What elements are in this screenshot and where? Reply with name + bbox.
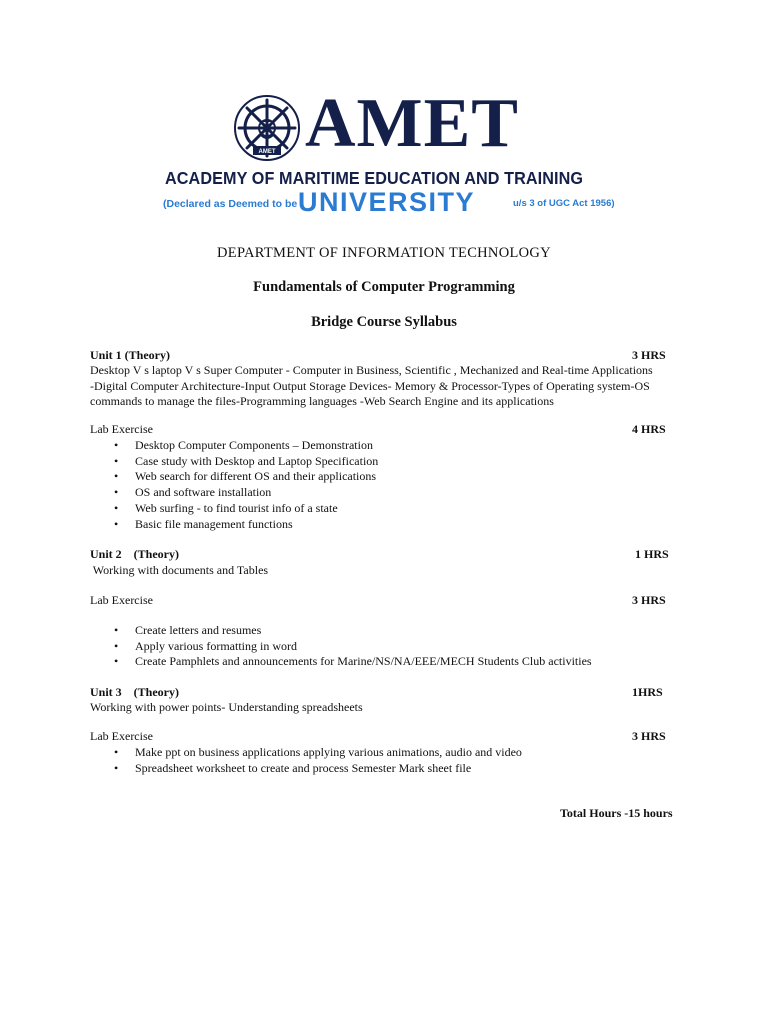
university-word: UNIVERSITY: [298, 187, 476, 217]
unit1-description: [90, 363, 690, 410]
university-status: [163, 187, 623, 220]
unit1-desc-line: -Digital Computer Architecture-Input Output Storage Devices- Memory & Processor-Types of Operating system-OS: [90, 378, 650, 393]
amet-logo: [155, 85, 615, 224]
unit3-hours: 1HRS: [632, 685, 663, 699]
list-item: • Case study with Desktop and Laptop Specification: [110, 454, 378, 470]
unit2-description: Working with documents and Tables: [90, 563, 269, 577]
list-item: • Create letters and resumes: [110, 623, 592, 639]
unit1-lab-label: Lab Exercise: [90, 422, 153, 436]
unit3-title: Unit 3 (Theory): [90, 685, 179, 699]
total-hours: Total Hours -15 hours: [560, 806, 673, 820]
list-item: • Desktop Computer Components – Demonstration: [110, 438, 378, 454]
syllabus-title: Bridge Course Syllabus: [311, 314, 457, 330]
department-title: DEPARTMENT OF INFORMATION TECHNOLOGY: [217, 245, 551, 261]
list-item: • Make ppt on business applications applying various animations, audio and video: [110, 745, 522, 761]
declared-text: (Declared as Deemed to be: [163, 198, 298, 210]
unit2-lab-label: Lab Exercise: [90, 593, 153, 607]
unit2-title: Unit 2 (Theory): [90, 547, 179, 561]
unit3-lab-hours: 3 HRS: [632, 729, 666, 743]
list-item: • Basic file management functions: [110, 517, 378, 533]
list-item: • Web surfing - to find tourist info of a state: [110, 501, 378, 517]
unit2-lab-list: [110, 623, 592, 670]
institution-full-name: ACADEMY OF MARITIME EDUCATION AND TRAINING: [165, 168, 584, 188]
unit1-hours: 3 HRS: [632, 348, 666, 362]
unit3-lab-label: Lab Exercise: [90, 729, 153, 743]
unit1-lab-hours: 4 HRS: [632, 422, 666, 436]
seal-label: AMET: [258, 149, 276, 155]
unit1-desc-line: Desktop V s laptop V s Super Computer - Computer in Business, Scientific , Mechanized and Real-time Applications: [90, 363, 653, 377]
ship-wheel-seal-icon: [233, 94, 301, 162]
ugc-act-text: u/s 3 of UGC Act 1956): [513, 198, 615, 209]
unit1-title: Unit 1 (Theory): [90, 348, 170, 362]
unit3-description: Working with power points- Understanding spreadsheets: [90, 700, 363, 714]
unit3-lab-list: [110, 745, 522, 776]
unit1-desc-line: commands to manage the files-Programming languages -Web Search Engine and its applications: [90, 394, 554, 408]
list-item: • OS and software installation: [110, 485, 378, 501]
unit1-lab-list: [110, 438, 378, 532]
list-item: • Create Pamphlets and announcements for Marine/NS/NA/EEE/MECH Students Club activities: [110, 654, 592, 670]
list-item: • Apply various formatting in word: [110, 639, 592, 655]
list-item: • Spreadsheet worksheet to create and process Semester Mark sheet file: [110, 761, 522, 777]
unit2-lab-hours: 3 HRS: [632, 593, 666, 607]
course-title: Fundamentals of Computer Programming: [253, 279, 515, 295]
brand-name: AMET: [305, 85, 519, 162]
unit2-hours: 1 HRS: [635, 547, 669, 561]
list-item: • Web search for different OS and their applications: [110, 469, 378, 485]
